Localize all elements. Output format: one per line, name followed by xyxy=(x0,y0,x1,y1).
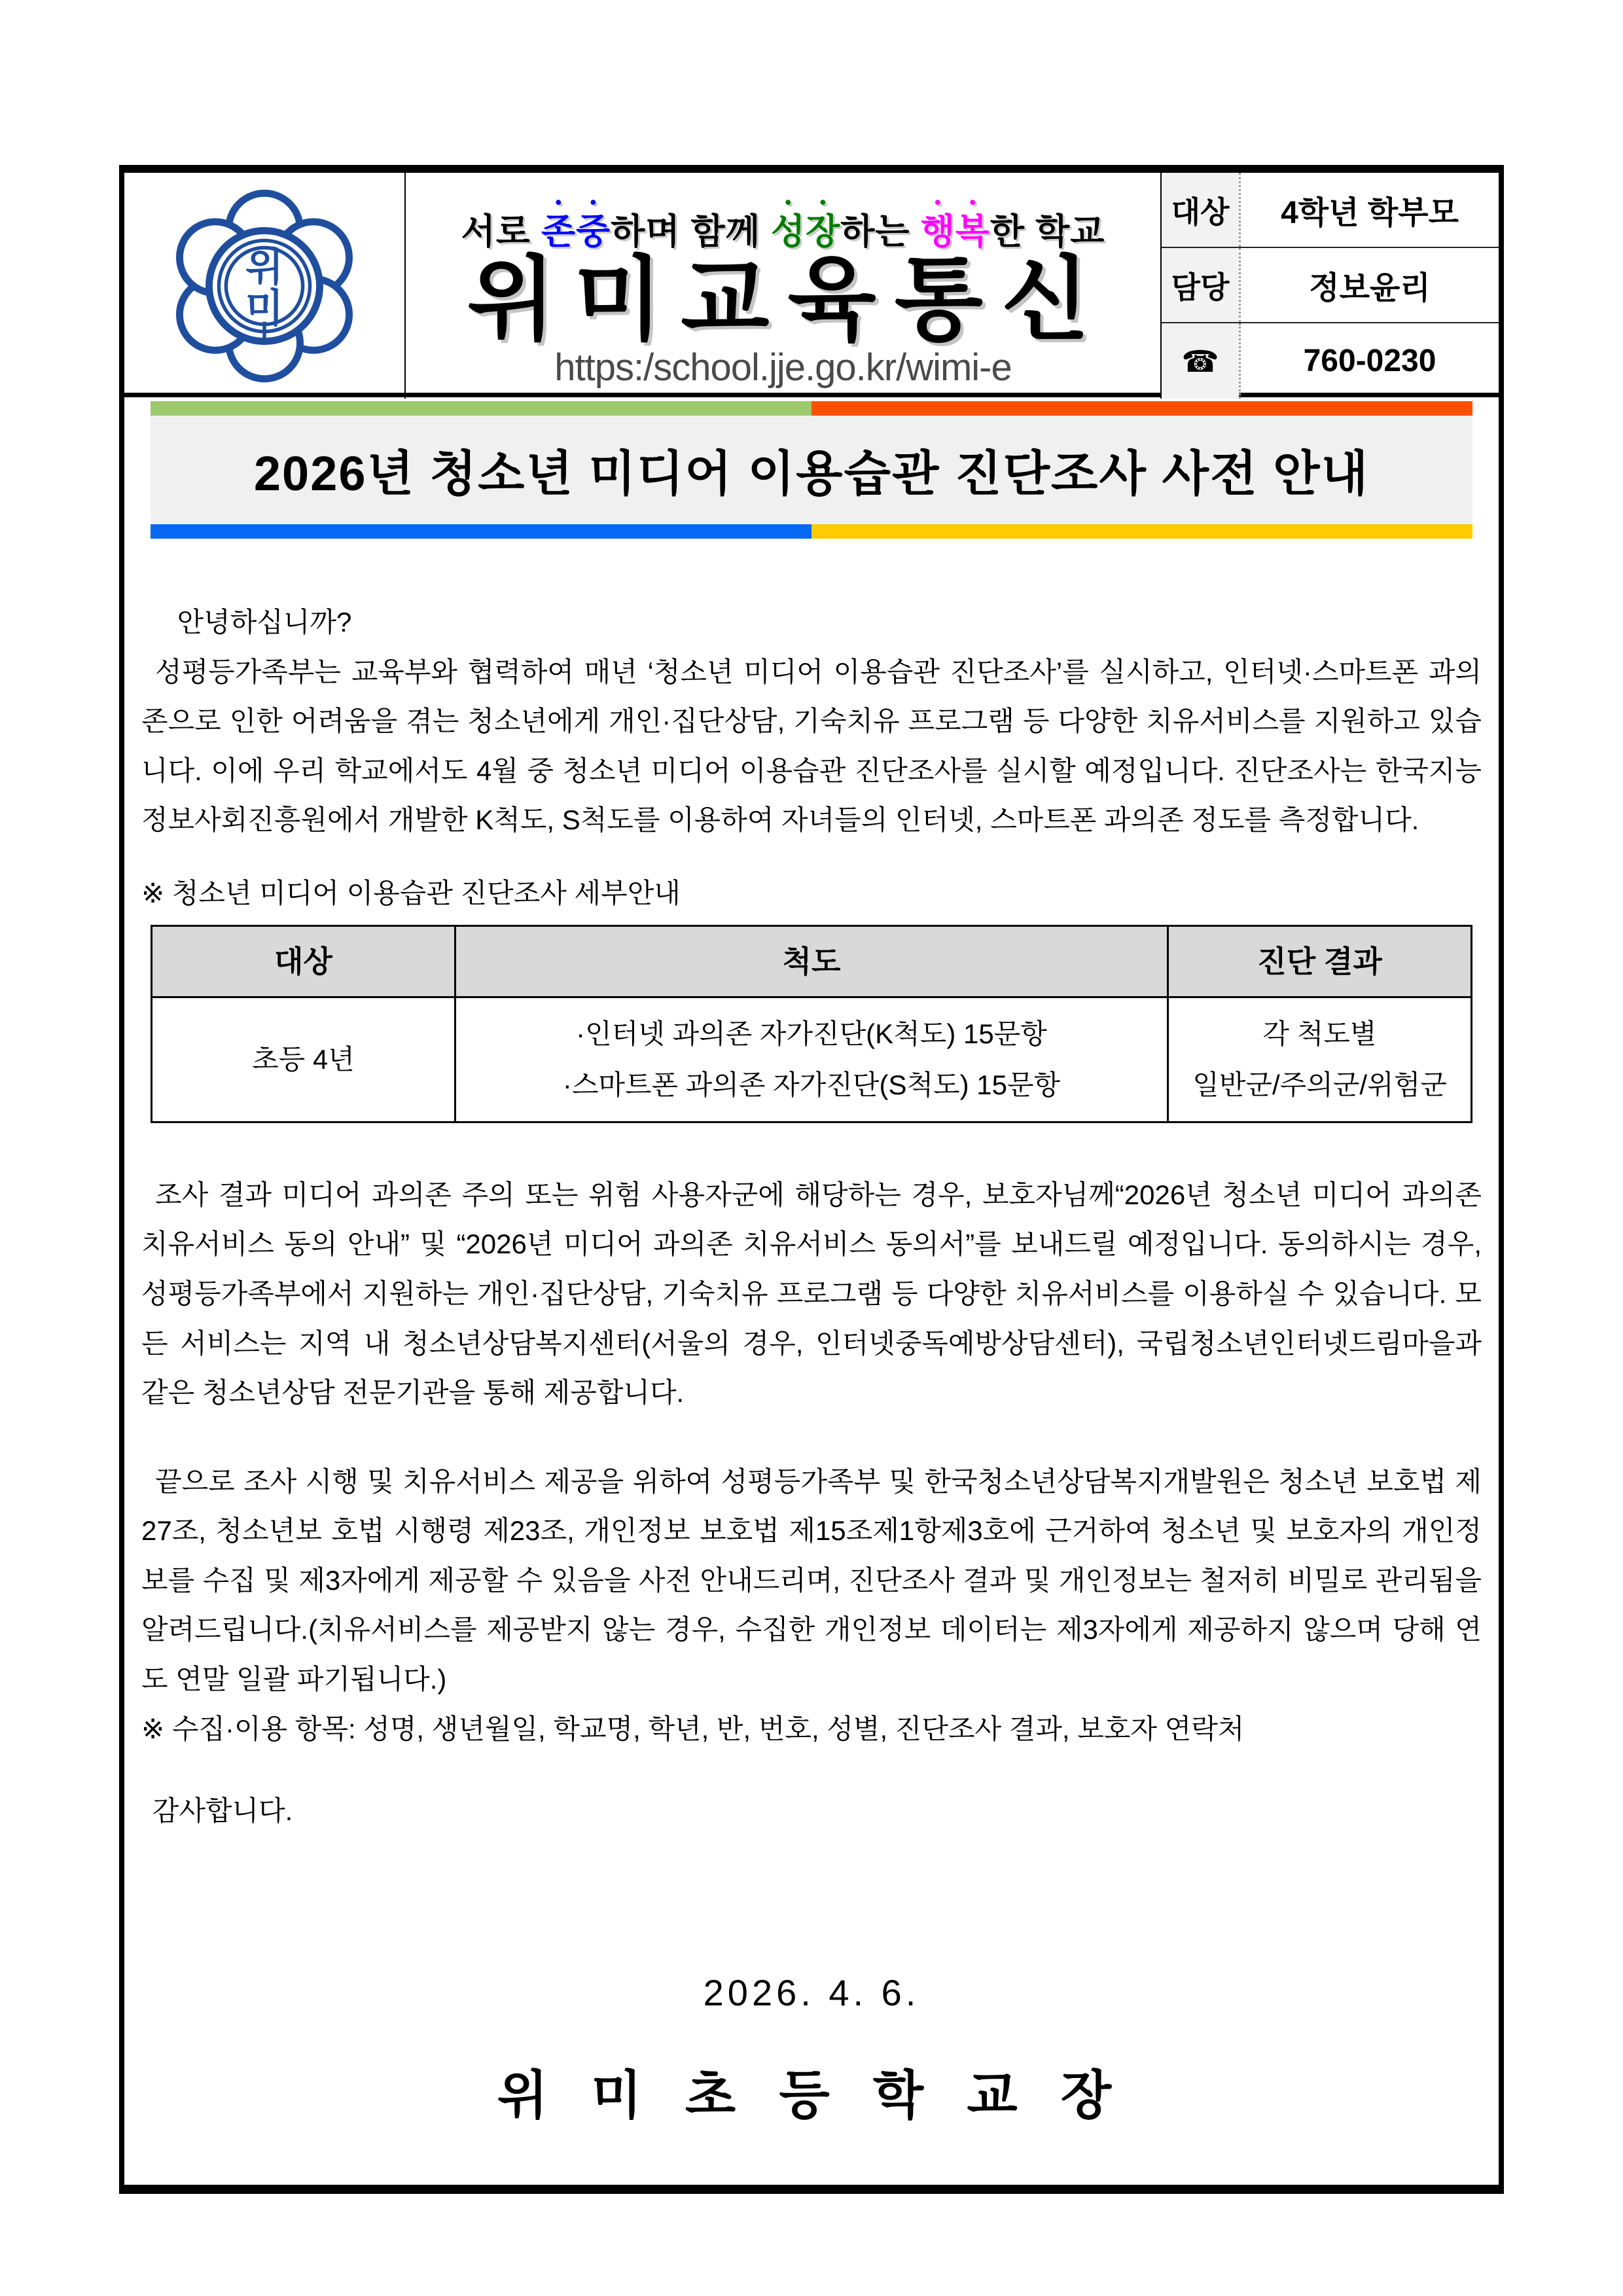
table-caption: ※ 청소년 미디어 이용습관 진단조사 세부안내 xyxy=(141,877,681,908)
slogan-part-emphasis: 행복 xyxy=(920,212,990,251)
cell-results xyxy=(1168,997,1472,1122)
cell-target: 초등 4년 xyxy=(152,997,455,1122)
issue-date: 2026. 4. 6. xyxy=(703,1972,920,2014)
slogan-part: 한 학교 xyxy=(990,212,1105,251)
document-footer xyxy=(141,1960,1482,2185)
table-row xyxy=(152,997,1472,1122)
result-line-1: 각 척도별 xyxy=(1262,1018,1377,1050)
scale-line-2: ·스마트폰 과의존 자가진단(S척도) 15문항 xyxy=(562,1069,1061,1101)
header-middle-cell xyxy=(406,173,1162,399)
collection-items-note: ※ 수집·이용 항목: 성명, 생년월일, 학교명, 학년, 반, 번호, 성별, 진단조사 결과, 보호자 연락처 xyxy=(141,1713,1245,1744)
document-title: 2026년 청소년 미디어 이용습관 진단조사 사전 안내 xyxy=(253,446,1370,501)
info-label-staff: 담당 xyxy=(1162,248,1239,322)
info-row-target xyxy=(1162,173,1499,248)
newsletter-header xyxy=(124,173,1499,397)
thanks-line: 감사합니다. xyxy=(152,1795,293,1827)
table-header-row xyxy=(152,925,1472,997)
slogan-part-emphasis: 성장 xyxy=(770,212,841,251)
logo-text-line2: 미 xyxy=(245,286,283,331)
school-logo-icon xyxy=(166,188,363,384)
col-header-target: 대상 xyxy=(152,925,455,997)
document-body xyxy=(124,539,1499,2185)
info-row-staff xyxy=(1162,248,1499,323)
newsletter-title: 위미교육통신 xyxy=(467,248,1109,351)
result-line-2: 일반군/주의군/위험군 xyxy=(1192,1069,1447,1101)
slogan-part: 하는 xyxy=(840,212,921,251)
col-header-result: 진단 결과 xyxy=(1168,925,1472,997)
info-value-phone: 760-0230 xyxy=(1239,323,1499,399)
principal-signature: 위 미 초 등 학 교 장 xyxy=(497,2066,1126,2125)
slogan-part: 하며 함께 xyxy=(611,212,771,251)
banner-top-bar xyxy=(151,401,1472,416)
paragraph-privacy: 끝으로 조사 시행 및 치유서비스 제공을 위하여 성평등가족부 및 한국청소년상담복지개발원은 청소년 보호법 제27조, 청소년보 호법 시행령 제23조, 개인정보 보호법 제15조제1항제3호에 근거하여 청소년 및 보호자의 개인정보를 수집 및 제3자에게 제공할 수 있음을 사전 안내드리며, 진단조사 결과 및 개인정보는 철저히 비밀로 관리됨을 알려드립니다.(치유서비스를 제공받지 않는 경우, 수집한 개인정보 데이터는 제3자에게 제공하지 않으며 당해 연도 연말 일괄 파기됩니다.) xyxy=(141,1465,1482,1695)
info-value-target: 4학년 학부모 xyxy=(1239,173,1499,247)
slogan-part-emphasis: 존중 xyxy=(541,212,611,251)
scale-line-1: ·인터넷 과의존 자가진단(K척도) 15문항 xyxy=(576,1018,1047,1050)
greeting-line: 안녕하십니까? xyxy=(177,607,352,637)
info-label-target: 대상 xyxy=(1162,173,1239,247)
logo-text-line1: 위 xyxy=(245,245,283,289)
document-frame xyxy=(119,165,1504,2194)
col-header-scale: 척도 xyxy=(455,925,1168,997)
header-info-table xyxy=(1162,173,1499,399)
banner-band xyxy=(151,416,1472,524)
school-url: https:/school.jje.go.kr/wimi-e xyxy=(554,346,1012,389)
banner-bottom-bar xyxy=(151,524,1472,539)
logo-cell xyxy=(124,173,406,399)
cell-scales xyxy=(455,997,1168,1122)
info-row-phone xyxy=(1162,323,1499,399)
paragraph-consent: 조사 결과 미디어 과의존 주의 또는 위험 사용자군에 해당하는 경우, 보호자님께“2026년 청소년 미디어 과의존 치유서비스 동의 안내” 및 “2026년 미디어 과의존 치유서비스 동의서”를 보내드릴 예정입니다. 동의하시는 경우, 성평등가족부에서 지원하는 개인·집단상담, 기숙치유 프로그램 등 다양한 치유서비스를 이용하실 수 있습니다. 모든 서비스는 지역 내 청소년상담복지센터(서울의 경우, 인터넷중독예방상담센터), 국립청소년인터넷드림마을과 같은 청소년상담 전문기관을 통해 제공합니다. xyxy=(141,1179,1482,1408)
school-slogan xyxy=(461,183,1105,254)
paragraph-intro: 성평등가족부는 교육부와 협력하여 매년 ‘청소년 미디어 이용습관 진단조사’를 실시하고, 인터넷·스마트폰 과의존으로 인한 어려움을 겪는 청소년에게 개인·집단상담, 기숙치유 프로그램 등 다양한 치유서비스를 지원하고 있습니다. 이에 우리 학교에서도 4월 중 청소년 미디어 이용습관 진단조사를 실시할 예정입니다. 진단조사는 한국지능정보사회진흥원에서 개발한 K척도, S척도를 이용하여 자녀들의 인터넷, 스마트폰 과의존 정도를 측정합니다. xyxy=(141,656,1482,836)
slogan-part: 서로 xyxy=(461,212,541,251)
title-banner xyxy=(151,401,1472,539)
info-value-staff: 정보윤리 xyxy=(1239,248,1499,322)
phone-icon: ☎ xyxy=(1162,323,1239,399)
survey-detail-table xyxy=(151,925,1472,1123)
